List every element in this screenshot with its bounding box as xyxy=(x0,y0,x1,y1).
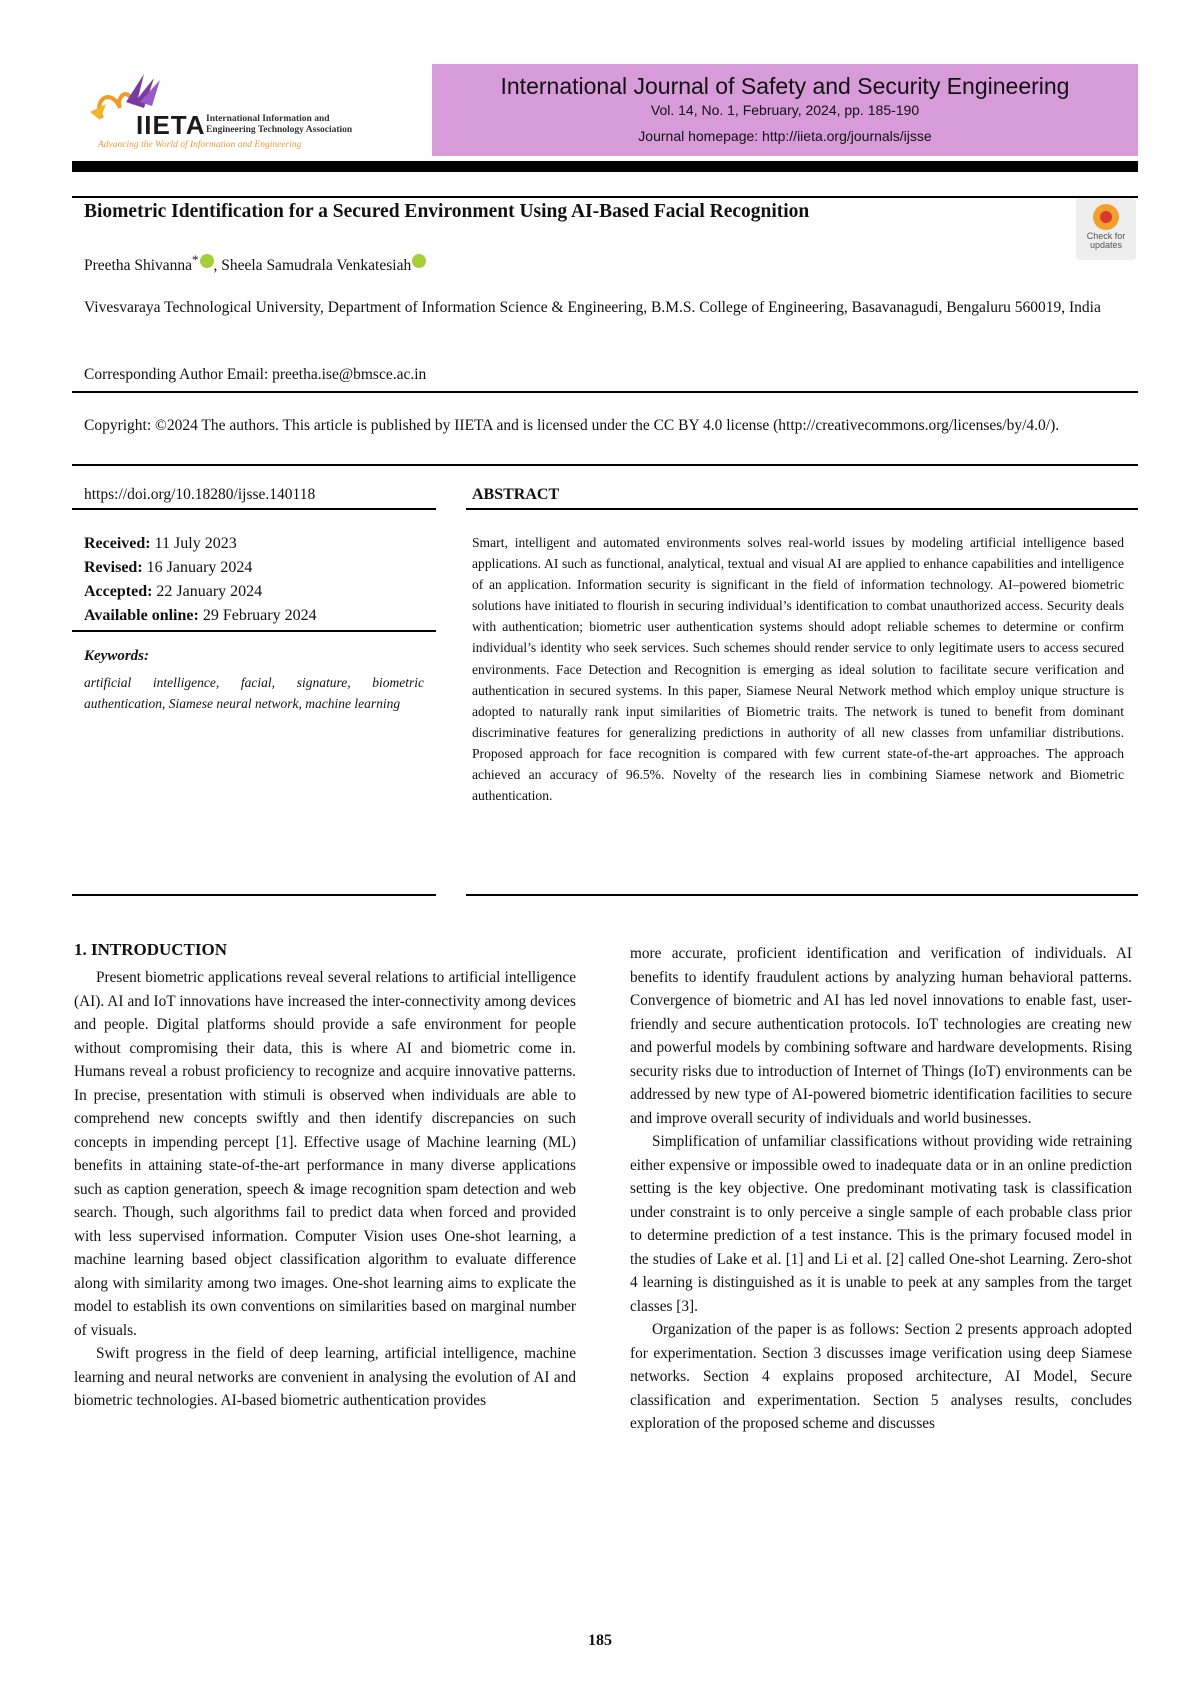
iieta-logo xyxy=(82,68,382,148)
copyright-rule xyxy=(72,464,1138,466)
title-top-rule xyxy=(72,196,1138,198)
logo-org: International Information and Engineering Technology Association xyxy=(206,114,353,135)
corresponding-email: Corresponding Author Email: preetha.ise@bmsce.ac.in xyxy=(84,366,427,383)
doi-link[interactable]: https://doi.org/10.18280/ijsse.140118 xyxy=(84,486,316,503)
logo-text: IIETA xyxy=(136,110,206,140)
header-divider xyxy=(72,161,1138,172)
paragraph: Present biometric applications reveal several relations to artificial intelligence (AI). AI and IoT innovations have increased the inter-connectivity among devices and people. Digital platforms should provide a safe environment for people without compromising their data, this is where AI and biometric come in. Humans reveal a robust proficiency to recognize and acquire innovative patterns. In precise, presentation with stimuli is observed when individuals are able to comprehend new concepts swiftly and then identify discrepancies on such concepts in impending percept [1]. Effective usage of Machine learning (ML) benefits in attaining state-of-the-art performance in many diverse applications such as caption generation, speech & image recognition spam detection and web search. Though, such algorithms fail to predict data when forced and provided with less supervised information. Computer Vision uses One-shot learning, a machine learning based object classification algorithm to evaluate difference along with similarity among two images. One-shot learning aims to explicate the model to establish its own conventions on similarities based on marginal number of visuals. xyxy=(74,969,576,1339)
orcid-icon[interactable] xyxy=(200,254,214,268)
paragraph: Organization of the paper is as follows: Section 2 presents approach adopted for experimentation. Section 3 discusses image verification using deep Siamese networks. Section 4 explains proposed architecture, AI Model, Secure classification and experimentation. Section 5 analyses results, concludes exploration of the proposed scheme and discusses xyxy=(630,1321,1132,1432)
page-number: 185 xyxy=(588,1632,612,1649)
bookmark-icon xyxy=(1093,204,1119,230)
right-column xyxy=(630,942,1132,1436)
corresponding-mark: * xyxy=(192,252,199,267)
journal-title: International Journal of Safety and Security Engineering xyxy=(500,73,1070,99)
affiliation: Vivesvaraya Technological University, Department of Information Science & Engineering, B.M.S. College of Engineering, Basavanagudi, Bengaluru 560019, India xyxy=(84,299,1101,316)
paragraph: Simplification of unfamiliar classifications without providing wide retraining either expensive or impossible owed to inadequate data or in an online prediction setting is the key objective. One predominant motivating task is classification under constraint is to only perceive a single sample of each probable class prior to determine prediction of a test instance. This is the primary focused model in the studies of Lake et al. [1] and Li et al. [2] called One-shot Learning. Zero-shot 4 learning is distinguished as it is unable to peek at any samples from the target classes [3]. xyxy=(630,1133,1132,1315)
orcid-icon[interactable] xyxy=(412,254,426,268)
author-separator: , xyxy=(213,257,222,275)
author-name: Sheela Samudrala Venkatesiah xyxy=(221,257,412,275)
online-date: Available online: 29 February 2024 xyxy=(84,607,317,624)
received-date: Received: 11 July 2023 xyxy=(84,535,237,552)
dates-rule xyxy=(72,630,436,632)
corresponding-rule xyxy=(72,391,1138,393)
article-dates xyxy=(84,532,317,628)
keywords-list: artificial intelligence, facial, signature, biometric authentication, Siamese neural network, machine learning xyxy=(84,675,424,711)
abstract-heading: ABSTRACT xyxy=(472,486,560,503)
author-name: Preetha Shivanna xyxy=(84,257,193,275)
section-heading: 1. INTRODUCTION xyxy=(74,940,228,959)
check-for-updates-badge[interactable] xyxy=(1076,198,1136,260)
abstract-text: Smart, intelligent and automated environments solves real-world issues by modeling artificial intelligence based applications. AI such as functional, analytical, textual and visual AI are applied to enhance capabilities and intelligence of an application. Information security is significant in the field of information technology. AI–powered biometric solutions have initiated to flourish in securing individual’s identification to combat unauthorized access. Security deals with authentication; biometric user authentication systems should adopt reliable schemes to determine or confirm individual’s identity who seek services. Such schemes should render service to only legitimate users to access secured environments. Face Detection and Recognition is emerging as ideal solution to facilitate secure verification and authentication in secured systems. In this paper, Siamese Neural Network method which employ unique structure is adopted to naturally rank input similarities of Biometric traits. The network is tuned to benefit from dominant discriminative features for generalizing predictions in authority of all new classes from unfamiliar distributions. Proposed approach for face recognition is compared with few current state-of-the-art approaches. The approach achieved an accuracy of 96.5%. Novelty of the research lies in combining Siamese network and Biometric authentication. xyxy=(472,535,1124,804)
journal-volume: Vol. 14, No. 1, February, 2024, pp. 185-190 xyxy=(650,102,920,118)
paragraph: more accurate, proficient identification and verification of individuals. AI benefits to identify fraudulent actions by analyzing human behavioral patterns. Convergence of biometric and AI has led novel innovations to enable fast, user-friendly and secure authentication protocols. IoT technologies are creating new and powerful models by combining software and hardware developments. Rising security risks due to introduction of Internet of Things (IoT) environments can be addressed by new type of AI-powered biometric identification facilities to secure and improve overall security of individuals and world businesses. xyxy=(630,945,1132,1127)
author-list xyxy=(84,252,426,275)
keywords-heading: Keywords: xyxy=(84,648,149,664)
front-matter-left-rule xyxy=(72,894,436,896)
journal-homepage[interactable]: Journal homepage: http://iieta.org/journals/ijsse xyxy=(638,128,932,144)
badge-text: Check for updates xyxy=(1086,231,1126,250)
revised-date: Revised: 16 January 2024 xyxy=(84,559,253,576)
doi-rule xyxy=(72,508,436,510)
paper-title: Biometric Identification for a Secured Environment Using AI-Based Facial Recognition xyxy=(84,201,810,222)
front-matter-right-rule xyxy=(466,894,1138,896)
journal-header-box xyxy=(432,64,1138,156)
accepted-date: Accepted: 22 January 2024 xyxy=(84,583,263,600)
paragraph: Swift progress in the field of deep learning, artificial intelligence, machine learning and neural networks are convenient in analysing the evolution of AI and biometric technologies. AI-based biometric authentication provides xyxy=(74,1345,576,1409)
copyright-notice: Copyright: ©2024 The authors. This article is published by IIETA and is licensed under the CC BY 4.0 license (http://creativecommons.org/licenses/by/4.0/). xyxy=(84,417,1060,434)
logo-tagline: Advancing the World of Information and Engineering xyxy=(98,140,302,150)
abstract-heading-rule xyxy=(466,508,1138,510)
left-column xyxy=(74,966,576,1413)
